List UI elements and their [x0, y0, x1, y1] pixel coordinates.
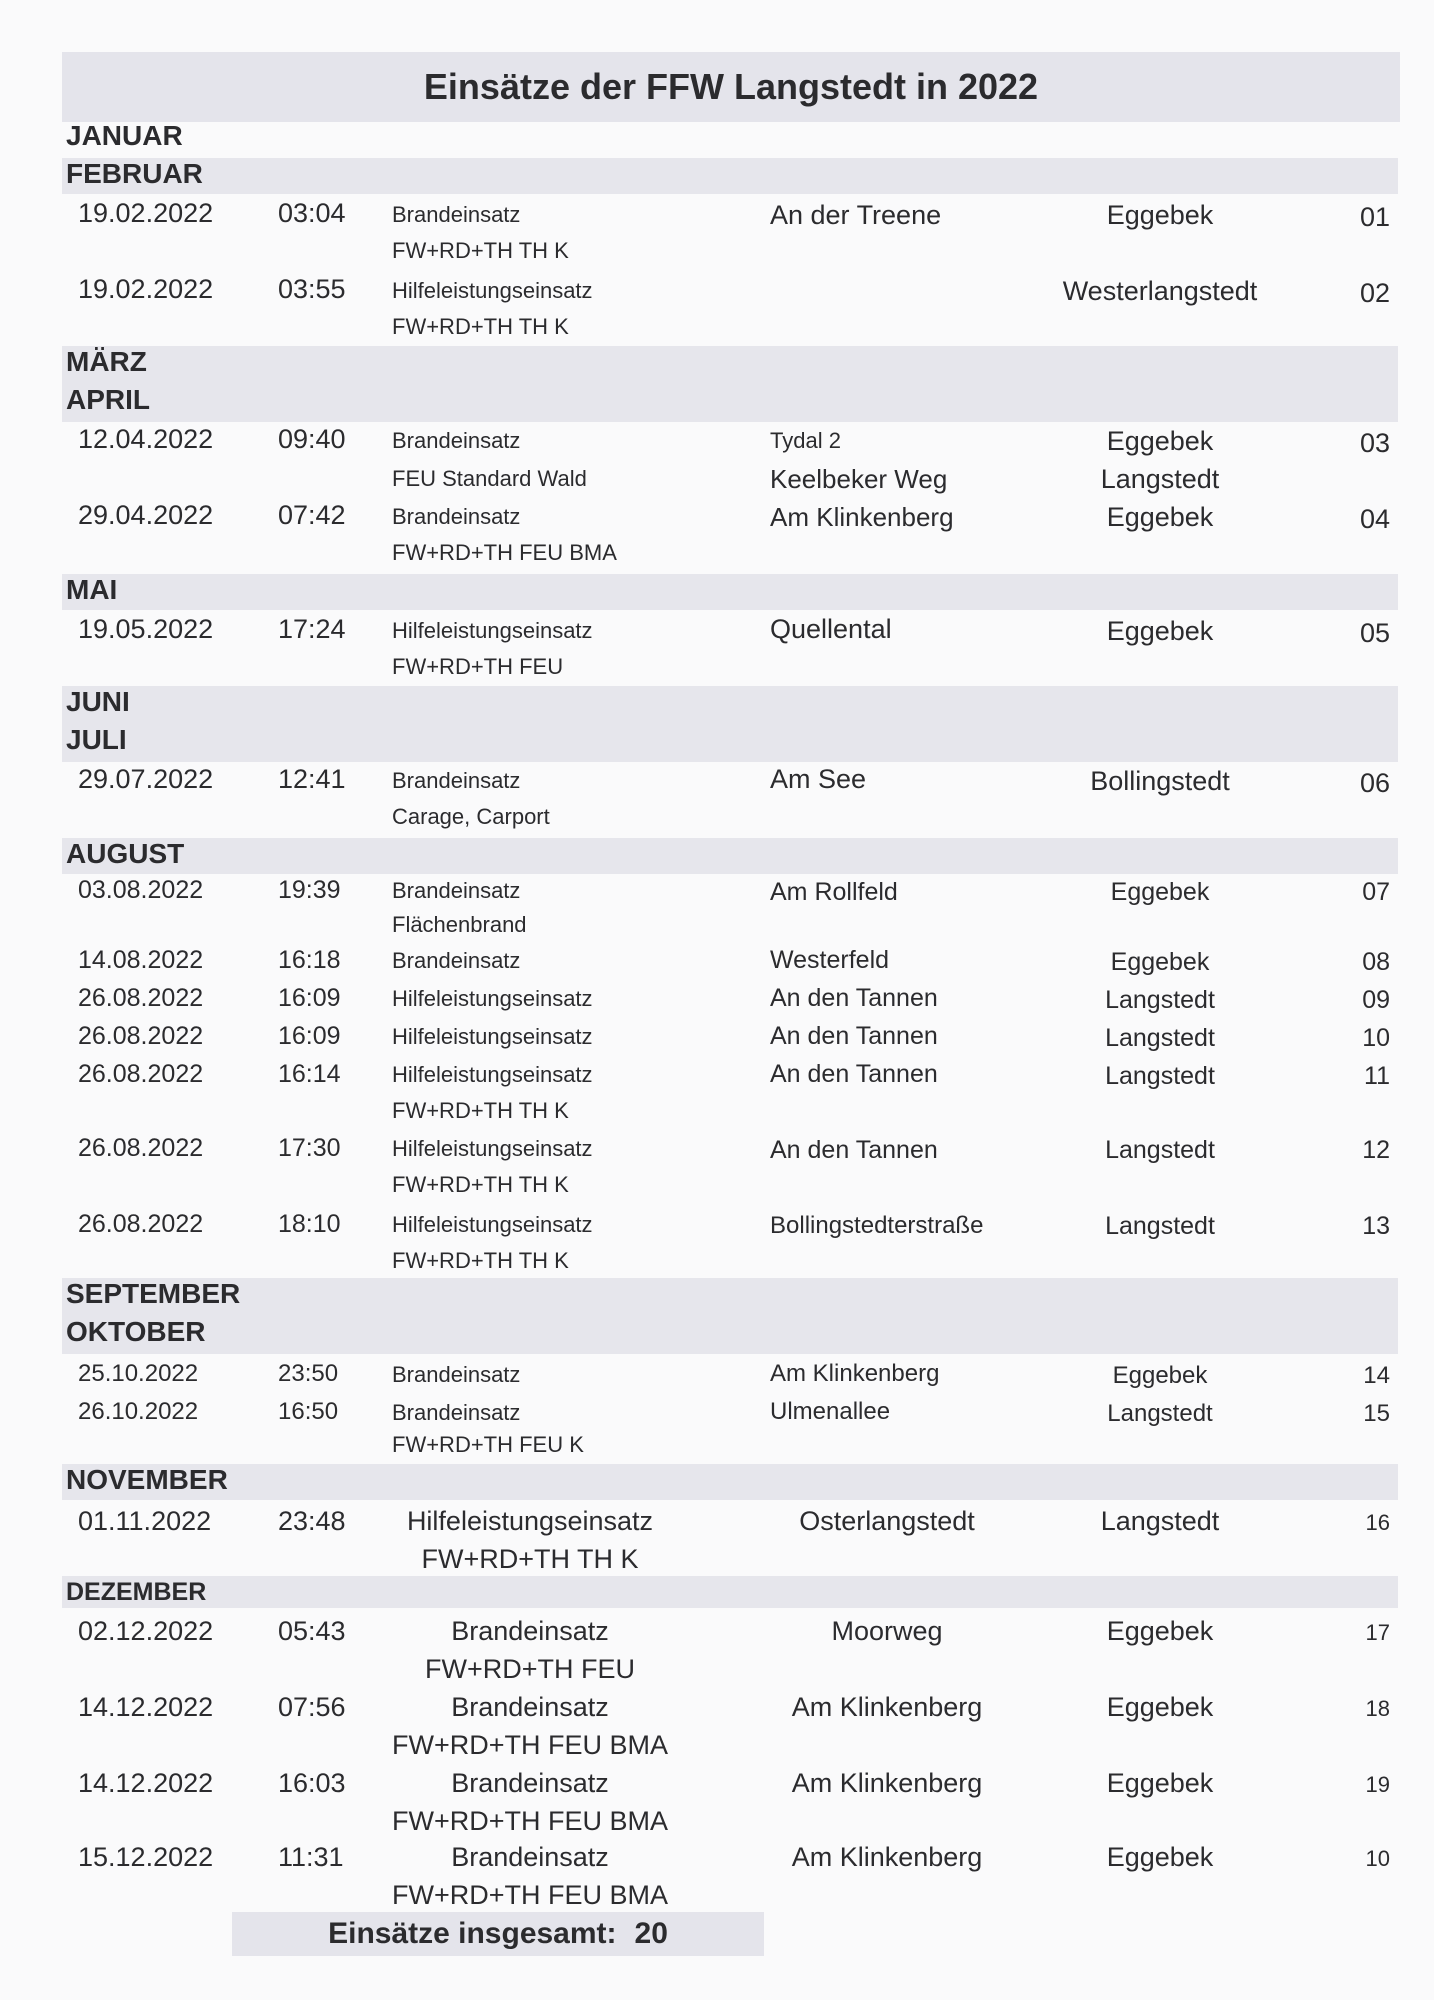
month-dezember: DEZEMBER: [66, 1578, 207, 1606]
entry-detail: FW+RD+TH TH K: [392, 1098, 569, 1123]
month-oktober: OKTOBER: [66, 1316, 206, 1347]
entry-date: 14.12.2022: [78, 1692, 214, 1722]
entry-number: 18: [1365, 1696, 1390, 1721]
entry-type: Brandeinsatz: [451, 1842, 609, 1872]
entry-date: 29.07.2022: [78, 764, 214, 794]
entry-street: Am Klinkenberg: [791, 1692, 983, 1722]
entry-street: Moorweg: [831, 1616, 943, 1646]
entry-type: Hilfeleistungseinsatz: [392, 278, 593, 303]
entry-number: 10: [1365, 1846, 1390, 1871]
entry-town: Eggebek: [1106, 502, 1214, 532]
entry-detail: FW+RD+TH FEU: [424, 1654, 635, 1684]
entry-type: Brandeinsatz: [451, 1768, 609, 1798]
entry-date: 26.08.2022: [78, 1134, 204, 1162]
entry-type: Hilfeleistungseinsatz: [406, 1506, 654, 1536]
entry-time: 16:09: [278, 1022, 341, 1050]
entry-type: Brandeinsatz: [392, 504, 521, 529]
entry-street: An der Treene: [770, 200, 942, 230]
month-mai: MAI: [66, 574, 118, 605]
month-band: [62, 1576, 1398, 1608]
entry-number: 11: [1364, 1062, 1390, 1090]
entry-number: 05: [1359, 618, 1390, 648]
entry-type: Brandeinsatz: [392, 1362, 521, 1387]
entry-time: 16:14: [278, 1060, 341, 1088]
entry-number: 08: [1362, 948, 1390, 976]
entry-time: 23:50: [278, 1360, 339, 1387]
entry-town: Eggebek: [1110, 948, 1210, 976]
entry-time: 19:39: [278, 876, 341, 904]
entry-street: Osterlangstedt: [799, 1506, 975, 1536]
entry-type: Brandeinsatz: [392, 878, 521, 903]
entry-number: 14: [1363, 1362, 1390, 1389]
entry-time: 11:31: [278, 1842, 344, 1872]
entry-date: 19.02.2022: [78, 274, 214, 304]
entry-street: Quellental: [770, 614, 892, 644]
entry-number: 19: [1365, 1772, 1390, 1797]
month-maerz: MÄRZ: [66, 346, 147, 377]
entry-number: 06: [1359, 768, 1390, 798]
entry-time: 07:56: [278, 1692, 346, 1722]
entry-town: Eggebek: [1106, 426, 1214, 456]
entry-town: Eggebek: [1106, 1842, 1214, 1872]
entry-street: Am Klinkenberg: [791, 1842, 983, 1872]
entry-number: 03: [1359, 428, 1390, 458]
total-label: Einsätze insgesamt:: [328, 1917, 617, 1950]
entry-street: Bollingstedterstraße: [770, 1212, 984, 1239]
entry-street: Am Klinkenberg: [770, 1360, 940, 1387]
month-april: APRIL: [66, 384, 150, 415]
entry-date: 12.04.2022: [78, 424, 214, 454]
entry-time: 16:50: [278, 1398, 339, 1425]
document-title: Einsätze der FFW Langstedt in 2022: [62, 52, 1400, 122]
entry-detail: Flächenbrand: [392, 912, 527, 937]
month-januar: JANUAR: [66, 120, 183, 151]
month-februar: FEBRUAR: [66, 158, 203, 189]
month-band: [62, 574, 1398, 610]
month-band: [62, 346, 1398, 422]
entry-detail: FW+RD+TH TH K: [392, 314, 569, 339]
month-band: [62, 1278, 1398, 1354]
entry-town: Eggebek: [1106, 1768, 1214, 1798]
entry-type: Hilfeleistungseinsatz: [392, 1212, 593, 1237]
total-value: 20: [634, 1917, 668, 1950]
month-juli: JULI: [66, 724, 127, 755]
entry-type: Brandeinsatz: [451, 1692, 609, 1722]
entry-number: 10: [1362, 1024, 1390, 1052]
entry-detail: FEU Standard Wald: [392, 466, 587, 491]
entry-town: Langstedt: [1105, 1024, 1215, 1052]
entry-number: 12: [1362, 1136, 1390, 1164]
entry-town: Eggebek: [1106, 1692, 1214, 1722]
entry-town: Langstedt: [1105, 1062, 1215, 1090]
entry-time: 17:24: [278, 614, 346, 644]
entry-town: Eggebek: [1106, 200, 1214, 230]
entry-street: Am Klinkenberg: [770, 502, 954, 532]
entry-date: 26.08.2022: [78, 1060, 204, 1088]
entry-type: Brandeinsatz: [392, 948, 521, 973]
entry-time: 09:40: [278, 424, 346, 454]
entry-type: Brandeinsatz: [392, 768, 521, 793]
entry-date: 14.12.2022: [78, 1768, 214, 1798]
entry-town: Langstedt: [1105, 986, 1215, 1014]
entry-detail: FW+RD+TH FEU BMA: [391, 1730, 668, 1760]
entry-detail: Carage, Carport: [392, 804, 550, 829]
entry-town: Eggebek: [1106, 616, 1214, 646]
entry-street: An den Tannen: [770, 984, 938, 1012]
entry-street: Tydal 2: [770, 428, 841, 453]
entry-time: 12:41: [278, 764, 346, 794]
entry-detail: FW+RD+TH FEU BMA: [392, 540, 617, 565]
entry-time: 18:10: [278, 1210, 341, 1238]
entry-town: Eggebek: [1106, 1616, 1214, 1646]
entry-number: 13: [1362, 1212, 1390, 1240]
entry-detail: FW+RD+TH TH K: [392, 238, 569, 263]
entry-detail: FW+RD+TH FEU: [392, 654, 564, 679]
entry-time: 05:43: [278, 1616, 346, 1646]
entry-street: An den Tannen: [770, 1060, 938, 1088]
month-band: [62, 686, 1398, 762]
entry-date: 29.04.2022: [78, 500, 214, 530]
total-summary: [232, 1912, 764, 1956]
entry-town: Eggebek: [1112, 1362, 1208, 1389]
entry-type: Hilfeleistungseinsatz: [392, 618, 593, 643]
entry-town-2: Langstedt: [1100, 464, 1220, 494]
entry-type: Brandeinsatz: [392, 202, 521, 227]
entry-time: 03:55: [278, 274, 346, 304]
entry-street-2: Keelbeker Weg: [770, 464, 948, 494]
month-band: [62, 1464, 1398, 1500]
entry-time: 16:03: [278, 1768, 346, 1798]
entry-town: Westerlangstedt: [1062, 276, 1258, 306]
month-november: NOVEMBER: [66, 1464, 228, 1495]
entry-detail: FW+RD+TH FEU BMA: [391, 1880, 668, 1910]
entry-type: Hilfeleistungseinsatz: [392, 986, 593, 1011]
entry-type: Hilfeleistungseinsatz: [392, 1024, 593, 1049]
entry-type: Hilfeleistungseinsatz: [392, 1062, 593, 1087]
entry-number: 17: [1365, 1620, 1390, 1645]
entry-time: 07:42: [278, 500, 346, 530]
entry-street: Westerfeld: [770, 946, 890, 974]
entry-time: 16:18: [278, 946, 341, 974]
entry-number: 09: [1362, 986, 1390, 1014]
entry-street: Am See: [770, 764, 867, 794]
entry-date: 26.10.2022: [78, 1398, 199, 1425]
entry-town: Eggebek: [1110, 878, 1210, 906]
month-september: SEPTEMBER: [66, 1278, 241, 1309]
entry-street: Am Klinkenberg: [791, 1768, 983, 1798]
entry-detail: FW+RD+TH FEU K: [392, 1432, 584, 1457]
month-juni: JUNI: [66, 686, 130, 717]
entry-detail: FW+RD+TH TH K: [392, 1248, 569, 1273]
entry-type: Brandeinsatz: [451, 1616, 609, 1646]
month-band: [62, 158, 1398, 194]
entry-date: 14.08.2022: [78, 946, 204, 974]
entry-number: 02: [1359, 278, 1390, 308]
entry-date: 26.08.2022: [78, 984, 204, 1012]
entry-date: 25.10.2022: [78, 1360, 199, 1387]
entry-type: Hilfeleistungseinsatz: [392, 1136, 593, 1161]
entry-number: 04: [1359, 504, 1390, 534]
entry-detail: FW+RD+TH TH K: [392, 1172, 569, 1197]
entry-date: 15.12.2022: [78, 1842, 214, 1872]
entry-street: An den Tannen: [770, 1022, 938, 1050]
month-band: [62, 838, 1398, 874]
entry-town: Bollingstedt: [1090, 766, 1230, 796]
entry-date: 19.05.2022: [78, 614, 214, 644]
entry-time: 23:48: [278, 1506, 346, 1536]
entry-date: 26.08.2022: [78, 1022, 204, 1050]
entry-number: 07: [1362, 878, 1390, 906]
entry-town: Langstedt: [1107, 1400, 1213, 1427]
entry-number: 01: [1359, 202, 1390, 232]
entry-date: 02.12.2022: [78, 1616, 214, 1646]
entry-town: Langstedt: [1105, 1212, 1215, 1240]
month-august: AUGUST: [66, 838, 185, 869]
entry-type: Brandeinsatz: [392, 428, 521, 453]
entry-number: 16: [1365, 1510, 1390, 1535]
entry-time: 17:30: [278, 1134, 341, 1162]
entry-time: 03:04: [278, 198, 346, 228]
entry-date: 26.08.2022: [78, 1210, 204, 1238]
entry-street: Am Rollfeld: [770, 878, 898, 906]
entry-number: 15: [1363, 1400, 1390, 1427]
entry-time: 16:09: [278, 984, 341, 1012]
entry-detail: FW+RD+TH FEU BMA: [391, 1806, 668, 1836]
entry-type: Brandeinsatz: [392, 1400, 521, 1425]
entry-date: 19.02.2022: [78, 198, 214, 228]
entry-town: Langstedt: [1105, 1136, 1215, 1164]
entry-street: An den Tannen: [770, 1136, 938, 1164]
entry-street: Ulmenallee: [770, 1398, 891, 1425]
entry-town: Langstedt: [1100, 1506, 1220, 1536]
entry-date: 03.08.2022: [78, 876, 204, 904]
entry-detail: FW+RD+TH TH K: [421, 1544, 639, 1574]
entry-date: 01.11.2022: [78, 1506, 212, 1536]
